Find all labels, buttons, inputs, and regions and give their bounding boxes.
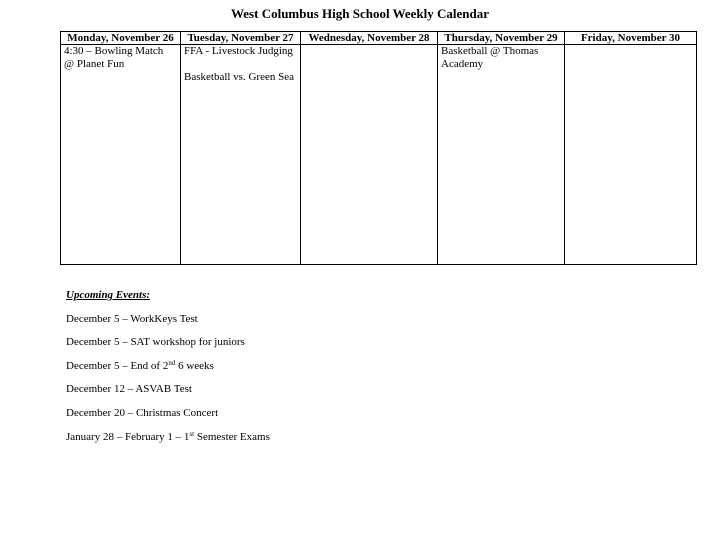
day-header-thursday: Thursday, November 29	[438, 32, 565, 45]
day-cell-wednesday	[301, 45, 438, 265]
upcoming-item-text: December 5 – WorkKeys Test	[66, 312, 198, 325]
ordinal-suffix: st	[189, 429, 195, 438]
page-title: West Columbus High School Weekly Calendar	[231, 6, 489, 21]
list-item	[66, 430, 270, 444]
upcoming-events-heading: Upcoming Events:	[66, 289, 151, 301]
day-cell-tuesday	[181, 45, 301, 265]
list-item	[66, 335, 270, 349]
day-header-friday: Friday, November 30	[565, 32, 697, 45]
day-header-wednesday: Wednesday, November 28	[301, 32, 438, 45]
upcoming-item-text: December 5 – End of 2	[66, 359, 169, 372]
upcoming-item-text-rest: 6 weeks	[175, 359, 214, 372]
day-cell-thursday	[438, 45, 565, 265]
event-basketball-green-sea: Basketball vs. Green Sea	[184, 71, 294, 83]
upcoming-events-section	[66, 288, 270, 444]
upcoming-item-text-rest: Semester Exams	[194, 430, 270, 443]
day-header-tuesday: Tuesday, November 27	[181, 32, 301, 45]
event-basketball-thomas-academy: Basketball @ Thomas Academy	[441, 45, 539, 70]
list-item	[66, 359, 270, 373]
day-cell-monday	[61, 45, 181, 265]
event-ffa-livestock-judging: FFA - Livestock Judging	[184, 45, 293, 57]
upcoming-item-text: December 5 – SAT workshop for juniors	[66, 336, 245, 349]
day-header-monday: Monday, November 26	[61, 32, 181, 45]
day-cell-friday	[565, 45, 697, 265]
list-item	[66, 312, 270, 326]
ordinal-suffix: nd	[168, 358, 176, 367]
upcoming-item-text: December 20 – Christmas Concert	[66, 406, 219, 419]
calendar-header-row	[61, 32, 697, 45]
list-item	[66, 382, 270, 396]
upcoming-item-text: January 28 – February 1 – 1	[66, 430, 190, 443]
calendar-events-row	[61, 45, 697, 265]
list-item	[66, 406, 270, 420]
upcoming-item-text: December 12 – ASVAB Test	[66, 383, 192, 396]
event-bowling-match: 4:30 – Bowling Match @ Planet Fun	[64, 45, 164, 70]
weekly-calendar-table	[60, 31, 697, 265]
